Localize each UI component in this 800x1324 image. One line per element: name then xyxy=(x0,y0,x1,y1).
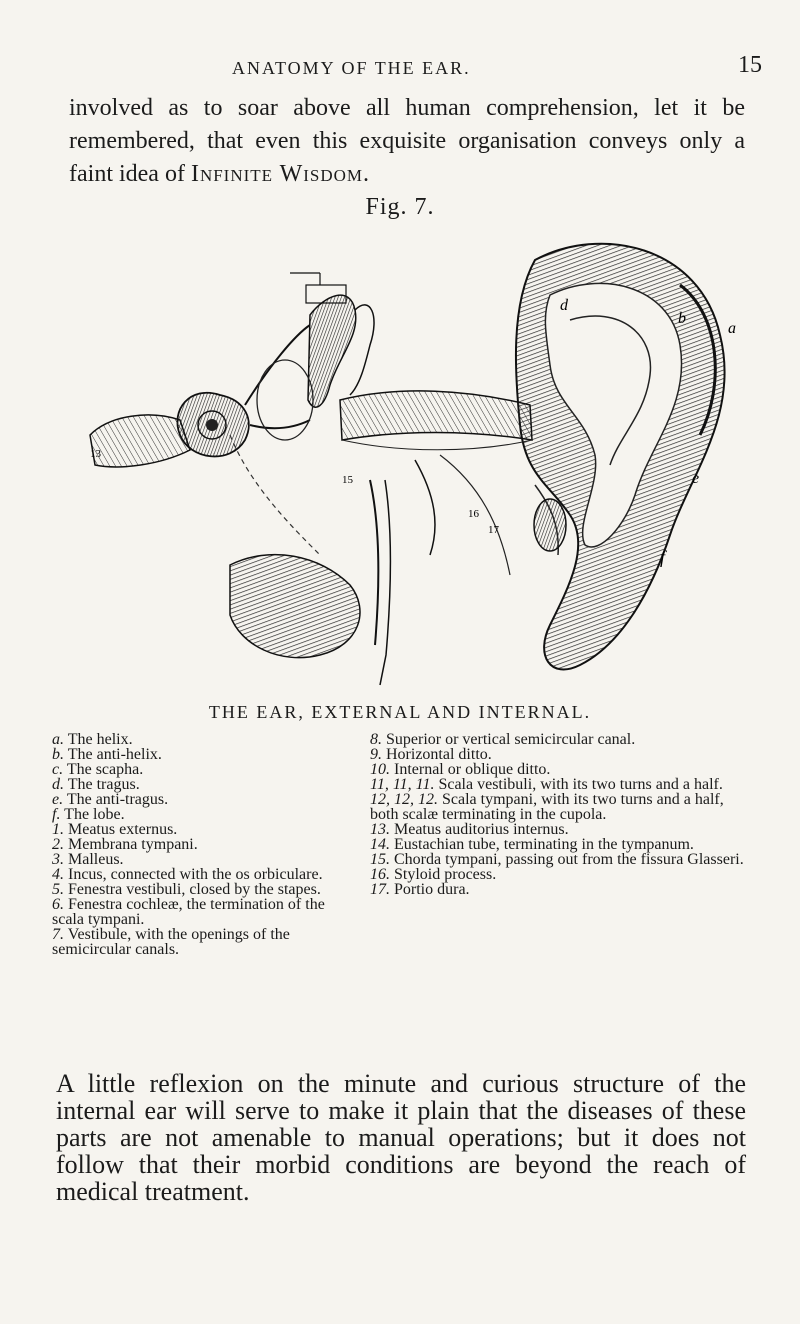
label-13: 13 xyxy=(90,448,101,460)
label-f: f xyxy=(660,547,666,567)
legend-text: Scala vestibuli, with its two turns and a half. xyxy=(438,776,723,793)
legend-key: 16. xyxy=(370,866,390,883)
figure-caption: Fig. 7. xyxy=(365,194,435,220)
legend-text: Vestibule, with the openings of the semicircular canals. xyxy=(52,926,290,958)
legend-key: 8. xyxy=(370,731,382,748)
legend-text: Fenestra vestibuli, closed by the stapes. xyxy=(68,881,321,898)
legend-key: c. xyxy=(52,761,64,778)
inner-ear-drawing xyxy=(177,325,320,555)
figure-title: THE EAR, EXTERNAL AND INTERNAL. xyxy=(208,702,592,722)
legend-key: 13. xyxy=(370,821,390,838)
legend-text: Meatus auditorius internus. xyxy=(394,821,569,838)
ear-anatomy-illustration xyxy=(80,225,760,695)
legend-text: Superior or vertical semicircular canal. xyxy=(386,731,636,748)
legend-key: 10. xyxy=(370,761,390,778)
legend-text: The anti-tragus. xyxy=(66,791,169,808)
legend-key: 2. xyxy=(52,836,64,853)
legend-key: 14. xyxy=(370,836,390,853)
label-b: b xyxy=(678,310,686,327)
legend-text: Membrana tympani. xyxy=(68,836,198,853)
legend-text: Incus, connected with the os orbiculare. xyxy=(68,866,323,883)
legend-text: Malleus. xyxy=(68,851,124,868)
legend-key: d. xyxy=(52,776,64,793)
legend-text: The helix. xyxy=(67,731,133,748)
intro-paragraph xyxy=(69,92,745,191)
legend-key: e. xyxy=(52,791,64,808)
legend-key: 6. xyxy=(52,896,64,913)
legend-key: 1. xyxy=(52,821,64,838)
closing-paragraph: A little reflexion on the minute and curious structure of the internal ear will serve to make it plain that the diseases of these parts are not amenable to manual operations; but it does not follow that their morbid conditions are beyond the reach of medical treatment. xyxy=(56,1069,746,1206)
intro-emphasis: Infinite Wisdom. xyxy=(190,161,371,187)
legend-left-item xyxy=(52,807,352,822)
legend-key: 5. xyxy=(52,881,64,898)
legend-left-item xyxy=(52,762,352,777)
legend-key: 4. xyxy=(52,866,64,883)
legend-key: 3. xyxy=(52,851,64,868)
legend-key: 15. xyxy=(370,851,390,868)
legend-left-item xyxy=(52,882,352,897)
legend-left-item xyxy=(52,777,352,792)
legend-text: Chorda tympani, passing out from the fissura Glasseri. xyxy=(394,851,744,868)
legend-key: b. xyxy=(52,746,64,763)
legend-right-item xyxy=(370,792,754,822)
legend-text: Fenestra cochleæ, the termination of the scala tympani. xyxy=(52,896,325,928)
legend-right-item xyxy=(370,852,754,867)
legend-key: f. xyxy=(52,806,61,823)
legend-text: The tragus. xyxy=(67,776,140,793)
auricle-drawing xyxy=(516,244,725,670)
legend-left-item xyxy=(52,897,352,927)
legend-text: Portio dura. xyxy=(394,881,470,898)
legend-key: 11, 11, 11. xyxy=(370,776,435,793)
legend-right-item xyxy=(370,747,754,762)
legend-left-item xyxy=(52,867,352,882)
legend-right-item xyxy=(370,882,754,897)
legend-text: The lobe. xyxy=(64,806,125,823)
legend-right-item xyxy=(370,837,754,852)
legend-key: 17. xyxy=(370,881,390,898)
label-d: d xyxy=(560,297,568,314)
legend-right-item xyxy=(370,762,754,777)
temporal-bone-drawing xyxy=(90,415,510,685)
legend-key: 7. xyxy=(52,926,64,943)
legend-text: The scapha. xyxy=(66,761,144,778)
legend-right-item xyxy=(370,777,754,792)
legend-left xyxy=(52,732,352,957)
legend-right-item xyxy=(370,732,754,747)
legend-text: Styloid process. xyxy=(394,866,497,883)
legend-right-item xyxy=(370,822,754,837)
legend-text: Scala tympani, with its two turns and a half, both scalæ terminating in the cupola. xyxy=(370,791,724,823)
legend-left-item xyxy=(52,822,352,837)
legend-left-item xyxy=(52,927,352,957)
running-title: ANATOMY OF THE EAR. xyxy=(232,58,471,78)
legend-left-item xyxy=(52,837,352,852)
label-17: 17 xyxy=(488,524,499,536)
legend-key: 12, 12, 12. xyxy=(370,791,438,808)
legend-left-item xyxy=(52,852,352,867)
label-16: 16 xyxy=(468,508,479,520)
legend-text: Eustachian tube, terminating in the tympanum. xyxy=(394,836,694,853)
legend-text: The anti-helix. xyxy=(67,746,162,763)
legend-right xyxy=(370,732,754,897)
label-a: a xyxy=(728,320,736,337)
intro-text: involved as to soar above all human comprehension, let it be remembered, that even this exquisite organisation conveys only a faint idea of xyxy=(69,95,745,187)
label-e: e xyxy=(692,470,700,487)
legend-right-item xyxy=(370,867,754,882)
legend-text: Horizontal ditto. xyxy=(386,746,492,763)
legend-text: Internal or oblique ditto. xyxy=(394,761,551,778)
legend-left-item xyxy=(52,792,352,807)
running-head xyxy=(0,52,800,88)
legend-key: a. xyxy=(52,731,64,748)
page-number: 15 xyxy=(738,52,762,78)
legend-left-item xyxy=(52,732,352,747)
ossicles-drawing xyxy=(290,273,374,407)
legend-text: Meatus externus. xyxy=(68,821,178,838)
label-15: 15 xyxy=(342,474,353,486)
ear-canal-drawing xyxy=(340,391,532,450)
legend-key: 9. xyxy=(370,746,382,763)
legend-left-item xyxy=(52,747,352,762)
